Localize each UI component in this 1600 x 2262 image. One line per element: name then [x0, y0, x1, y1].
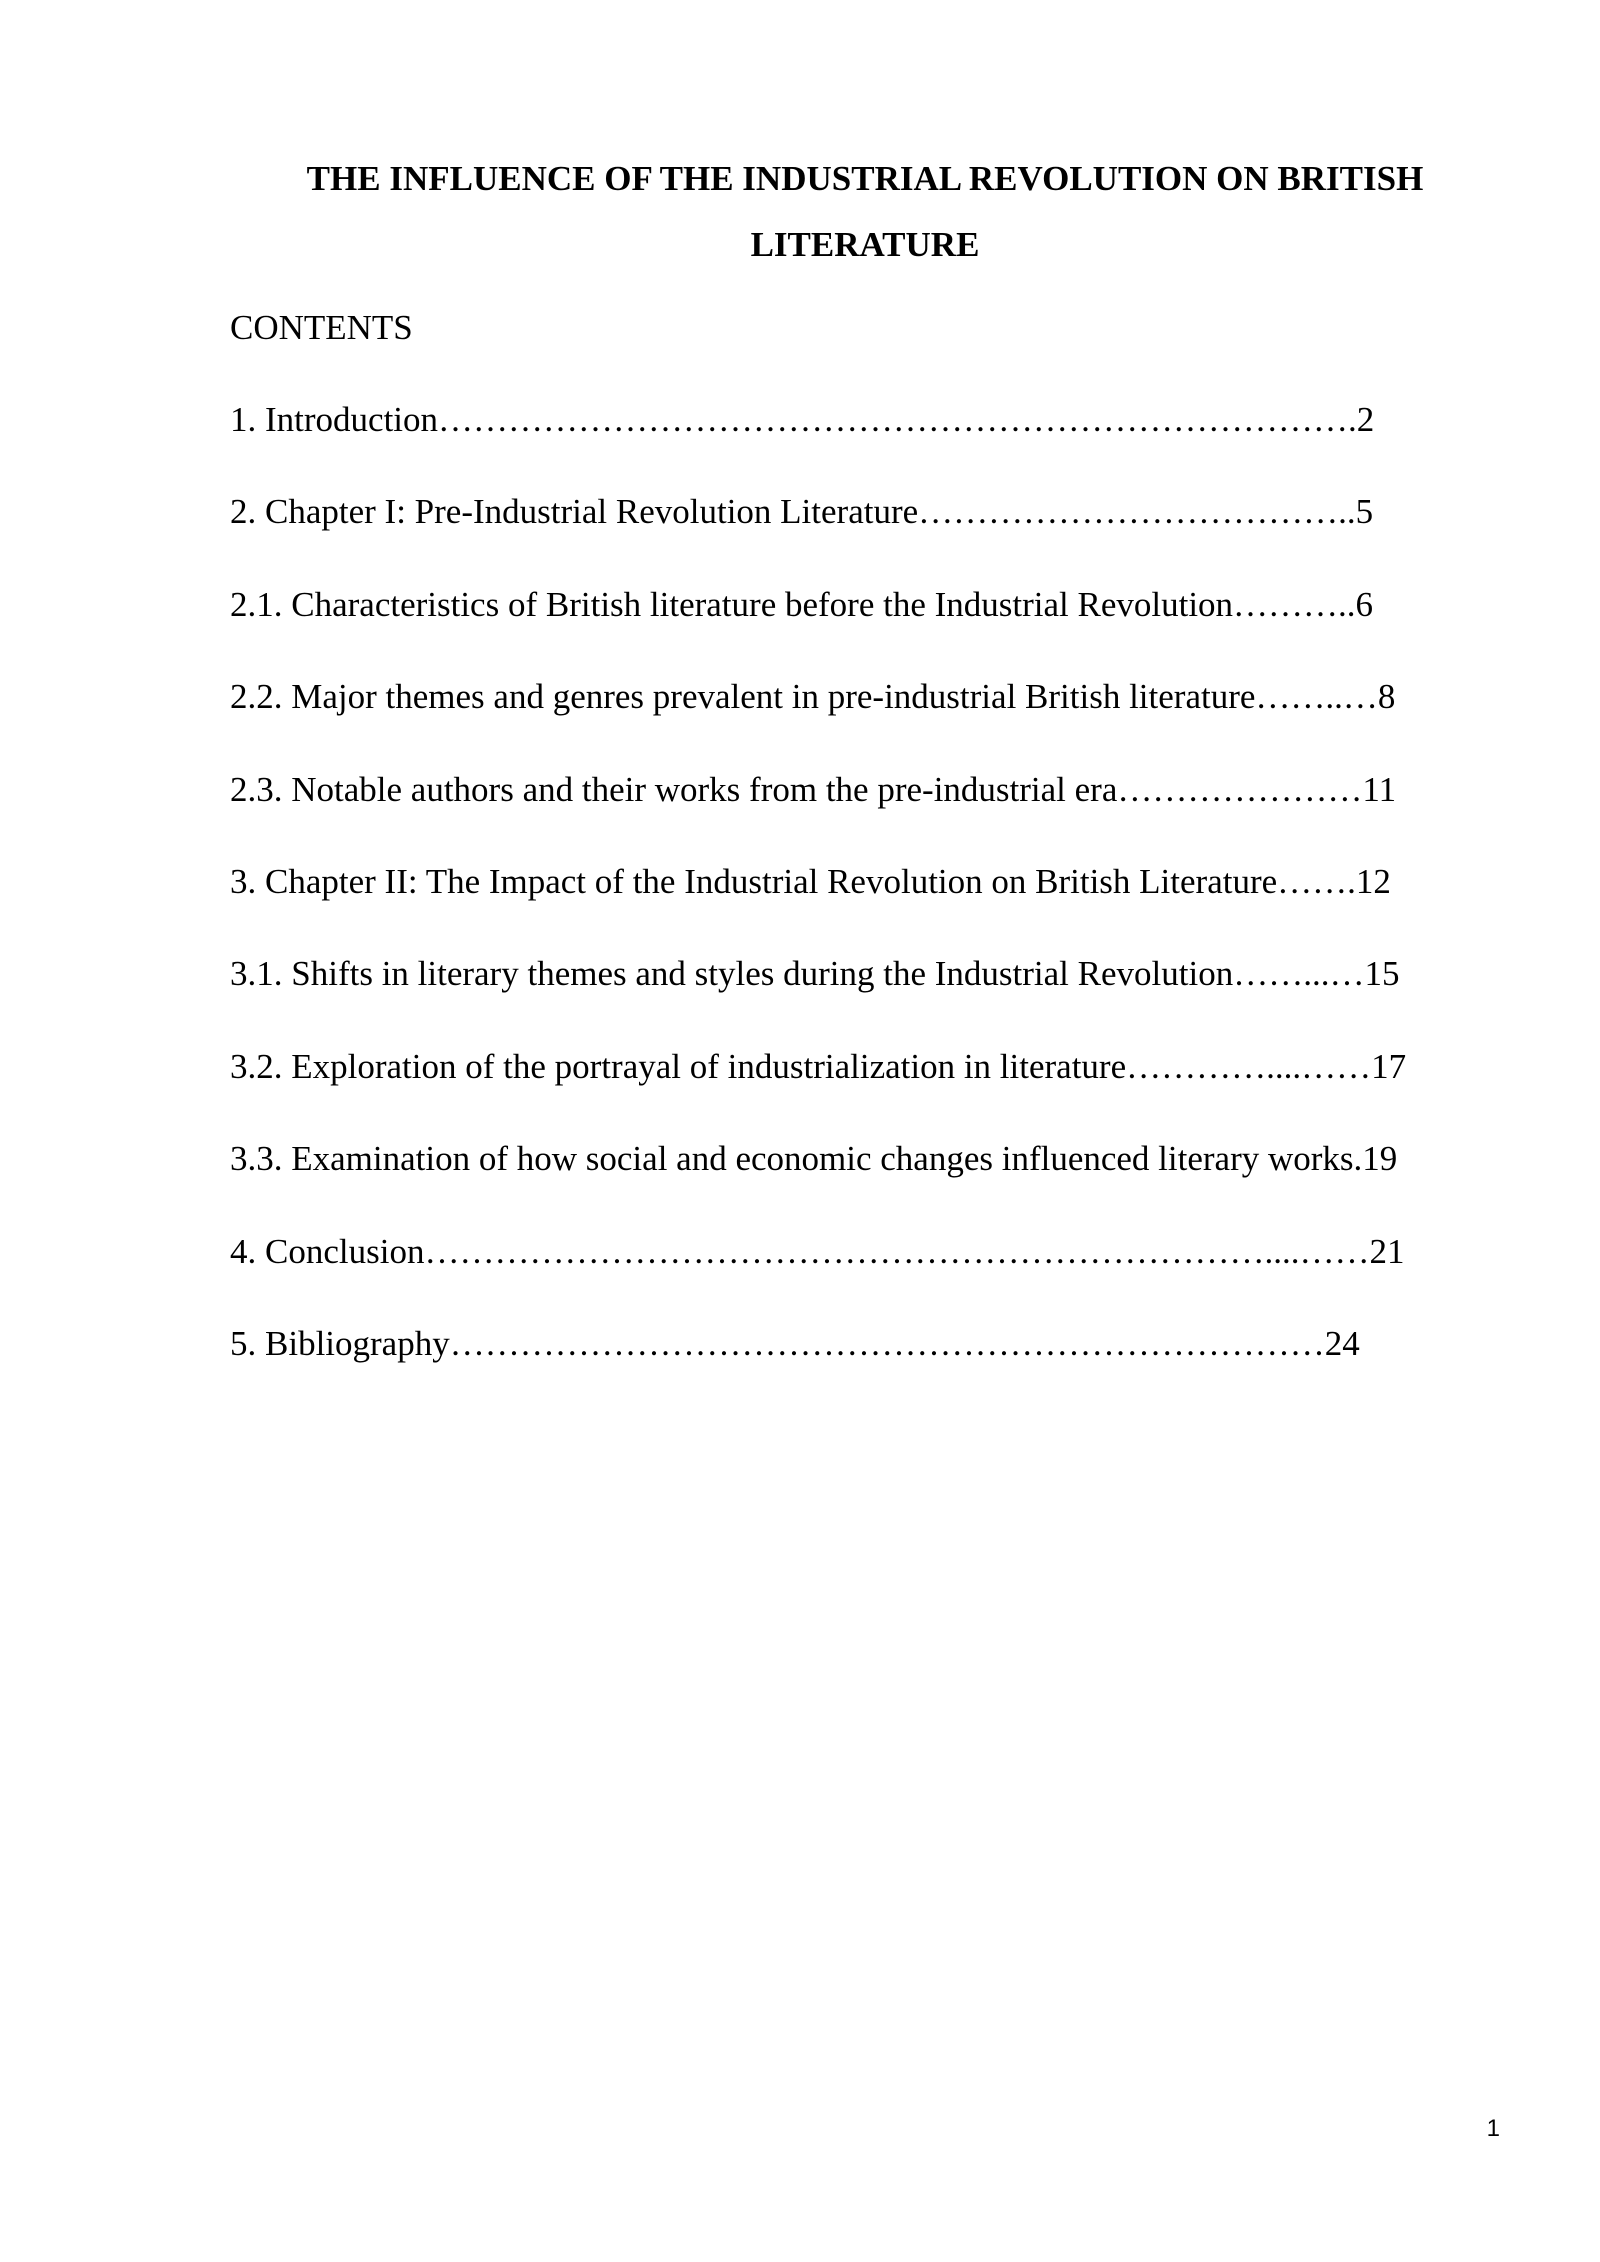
toc-entry-chapter-2: 3. Chapter II: The Impact of the Industrial Revolution on British Literature…….12 [230, 861, 1391, 901]
toc-entry-3-3: 3.3. Examination of how social and economic changes influenced literary works.19 [230, 1139, 1398, 1179]
toc-entry-conclusion: 4. Conclusion………………………………………………………………....……21 [230, 1231, 1405, 1271]
toc-entry-3-1: 3.1. Shifts in literary themes and styles during the Industrial Revolution……...…15 [230, 954, 1400, 994]
table-of-contents [230, 398, 1530, 1414]
title-line-1: THE INFLUENCE OF THE INDUSTRIAL REVOLUTION ON BRITISH [306, 159, 1424, 198]
toc-entry-2-2: 2.2. Major themes and genres prevalent in pre-industrial British literature……..…8 [230, 677, 1396, 717]
contents-heading: CONTENTS [230, 308, 413, 347]
toc-entry-3-2: 3.2. Exploration of the portrayal of industrialization in literature…………....……17 [230, 1046, 1407, 1086]
page-number: 1 [1486, 2115, 1500, 2142]
document-title [230, 146, 1500, 278]
toc-entry-2-3: 2.3. Notable authors and their works from the pre-industrial era…………………11 [230, 769, 1397, 809]
title-line-2: LITERATURE [750, 225, 980, 264]
toc-entry-bibliography: 5. Bibliography…………………………………………………………………24 [230, 1323, 1360, 1363]
toc-entry-2-1: 2.1. Characteristics of British literature before the Industrial Revolution………..6 [230, 584, 1374, 624]
toc-entry-introduction: 1. Introduction…………………………………………………………………….2 [230, 400, 1375, 439]
toc-entry-chapter-1: 2. Chapter I: Pre-Industrial Revolution Literature………………………………..5 [230, 492, 1374, 532]
